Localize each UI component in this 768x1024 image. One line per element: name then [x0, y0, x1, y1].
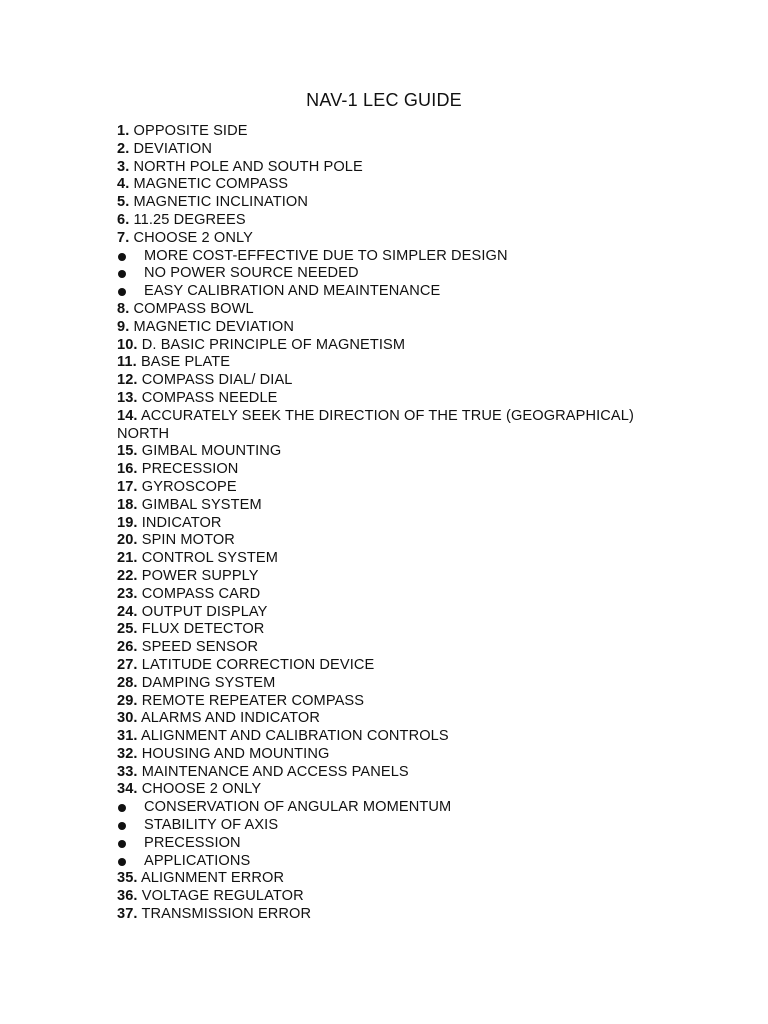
list-item — [117, 497, 657, 515]
list-item — [117, 693, 657, 711]
item-number: 33. — [117, 763, 138, 780]
item-number: 8. — [117, 300, 130, 317]
item-number: 36. — [117, 888, 138, 905]
bullet-item — [117, 799, 657, 817]
bullet-dot-icon — [118, 288, 126, 296]
list-item — [117, 657, 657, 675]
item-number: 27. — [117, 656, 138, 673]
list-item — [117, 515, 657, 533]
item-number: 2. — [117, 140, 130, 157]
item-text: COMPASS BOWL — [133, 300, 254, 317]
item-text: 11.25 DEGREES — [133, 211, 246, 228]
item-text: REMOTE REPEATER COMPASS — [141, 692, 365, 709]
item-text: COMPASS DIAL/ DIAL — [141, 372, 293, 389]
item-text: POWER SUPPLY — [141, 567, 259, 584]
item-number: 32. — [117, 745, 138, 762]
item-text: DAMPING SYSTEM — [141, 674, 276, 691]
list-item — [117, 176, 657, 194]
item-number: 28. — [117, 674, 138, 691]
item-number: 4. — [117, 176, 130, 193]
item-text: GIMBAL SYSTEM — [141, 496, 262, 513]
item-number: 14. — [117, 407, 138, 424]
item-text: INDICATOR — [141, 514, 222, 531]
item-number: 29. — [117, 692, 138, 709]
list-item — [117, 568, 657, 586]
bullet-text: EASY CALIBRATION AND MEAINTENANCE — [144, 283, 441, 300]
item-text: LATITUDE CORRECTION DEVICE — [141, 656, 375, 673]
list-item — [117, 123, 657, 141]
bullet-dot-icon — [118, 270, 126, 278]
list-item — [117, 728, 657, 746]
bullet-dot-icon — [118, 253, 126, 261]
list-item — [117, 621, 657, 639]
list-item — [117, 461, 657, 479]
item-number: 25. — [117, 621, 138, 638]
list-item — [117, 301, 657, 319]
item-text: BASE PLATE — [140, 354, 231, 371]
item-number: 19. — [117, 514, 138, 531]
bullet-item — [117, 817, 657, 835]
list-item — [117, 390, 657, 408]
list-item — [117, 532, 657, 550]
item-text: CONTROL SYSTEM — [141, 550, 279, 567]
item-text: HOUSING AND MOUNTING — [141, 745, 330, 762]
item-text: CHOOSE 2 ONLY — [141, 781, 262, 798]
item-number: 1. — [117, 123, 130, 139]
list-item — [117, 870, 657, 888]
list-item — [117, 372, 657, 390]
list-item — [117, 319, 657, 337]
item-number: 22. — [117, 567, 138, 584]
bullet-dot-icon — [118, 840, 126, 848]
item-text: PRECESSION — [141, 461, 239, 478]
item-number: 10. — [117, 336, 138, 353]
page-title: NAV-1 LEC GUIDE — [306, 90, 462, 110]
item-text: COMPASS CARD — [141, 585, 261, 602]
list-item — [117, 230, 657, 248]
list-item — [117, 781, 657, 799]
bullet-dot-icon — [118, 804, 126, 812]
list-item — [117, 159, 657, 177]
item-number: 6. — [117, 211, 130, 228]
item-number: 5. — [117, 194, 130, 211]
list-item — [117, 194, 657, 212]
list-item — [117, 212, 657, 230]
bullet-text: APPLICATIONS — [144, 852, 251, 869]
item-number: 21. — [117, 550, 138, 567]
list-item — [117, 408, 657, 426]
item-number: 17. — [117, 478, 138, 495]
list-item — [117, 764, 657, 782]
list-item — [117, 337, 657, 355]
bullet-text: STABILITY OF AXIS — [144, 817, 279, 834]
answer-list — [117, 123, 657, 924]
item-text: ACCURATELY SEEK THE DIRECTION OF THE TRUE (GEOGRAPHICAL) — [140, 407, 634, 424]
list-item — [117, 639, 657, 657]
item-text: CHOOSE 2 ONLY — [133, 229, 253, 246]
item-text: OPPOSITE SIDE — [133, 123, 248, 139]
item-text: VOLTAGE REGULATOR — [141, 888, 304, 905]
list-item-continuation — [117, 426, 657, 444]
item-number: 16. — [117, 461, 138, 478]
item-text: OUTPUT DISPLAY — [141, 603, 268, 620]
bullet-text: PRECESSION — [144, 834, 241, 851]
item-text: MAGNETIC INCLINATION — [133, 194, 308, 211]
list-item — [117, 906, 657, 924]
bullet-item — [117, 283, 657, 301]
item-number: 20. — [117, 532, 138, 549]
item-text: MAGNETIC DEVIATION — [133, 318, 294, 335]
list-item — [117, 141, 657, 159]
list-item — [117, 604, 657, 622]
bullet-text: MORE COST-EFFECTIVE DUE TO SIMPLER DESIGN — [144, 247, 508, 264]
bullet-dot-icon — [118, 822, 126, 830]
list-item — [117, 354, 657, 372]
item-number: 31. — [117, 728, 138, 745]
item-text: ALIGNMENT ERROR — [140, 870, 285, 887]
list-item — [117, 888, 657, 906]
item-number: 12. — [117, 372, 138, 389]
list-item — [117, 746, 657, 764]
item-text: ALIGNMENT AND CALIBRATION CONTROLS — [140, 728, 449, 745]
list-item — [117, 443, 657, 461]
item-text: TRANSMISSION ERROR — [141, 906, 312, 923]
bullet-text: NO POWER SOURCE NEEDED — [144, 265, 359, 282]
list-item — [117, 675, 657, 693]
item-number: 13. — [117, 389, 138, 406]
item-text: GIMBAL MOUNTING — [141, 443, 282, 460]
item-number: 7. — [117, 229, 130, 246]
item-text: FLUX DETECTOR — [141, 621, 265, 638]
item-number: 35. — [117, 870, 138, 887]
item-text: SPIN MOTOR — [141, 532, 235, 549]
item-number: 11. — [117, 354, 137, 371]
item-number: 34. — [117, 781, 138, 798]
bullet-item — [117, 835, 657, 853]
bullet-dot-icon — [118, 858, 126, 866]
item-number: 3. — [117, 158, 130, 175]
item-text: DEVIATION — [133, 140, 213, 157]
bullet-item — [117, 265, 657, 283]
item-number: 24. — [117, 603, 138, 620]
item-text: GYROSCOPE — [141, 478, 237, 495]
item-text: D. BASIC PRINCIPLE OF MAGNETISM — [141, 336, 406, 353]
list-item — [117, 710, 657, 728]
item-number: 26. — [117, 639, 138, 656]
bullet-item — [117, 853, 657, 871]
item-text: NORTH POLE AND SOUTH POLE — [133, 158, 363, 175]
bullet-item — [117, 248, 657, 266]
item-text: NORTH — [117, 425, 170, 442]
list-item — [117, 479, 657, 497]
item-text: SPEED SENSOR — [141, 639, 259, 656]
item-text: ALARMS AND INDICATOR — [140, 710, 321, 727]
item-text: MAGNETIC COMPASS — [133, 176, 289, 193]
list-item — [117, 550, 657, 568]
item-number: 30. — [117, 710, 138, 727]
item-number: 23. — [117, 585, 138, 602]
bullet-text: CONSERVATION OF ANGULAR MOMENTUM — [144, 799, 452, 816]
item-number: 37. — [117, 906, 138, 923]
item-text: MAINTENANCE AND ACCESS PANELS — [141, 763, 409, 780]
list-item — [117, 586, 657, 604]
item-number: 9. — [117, 318, 130, 335]
item-text: COMPASS NEEDLE — [141, 389, 278, 406]
item-number: 18. — [117, 496, 138, 513]
item-number: 15. — [117, 443, 138, 460]
